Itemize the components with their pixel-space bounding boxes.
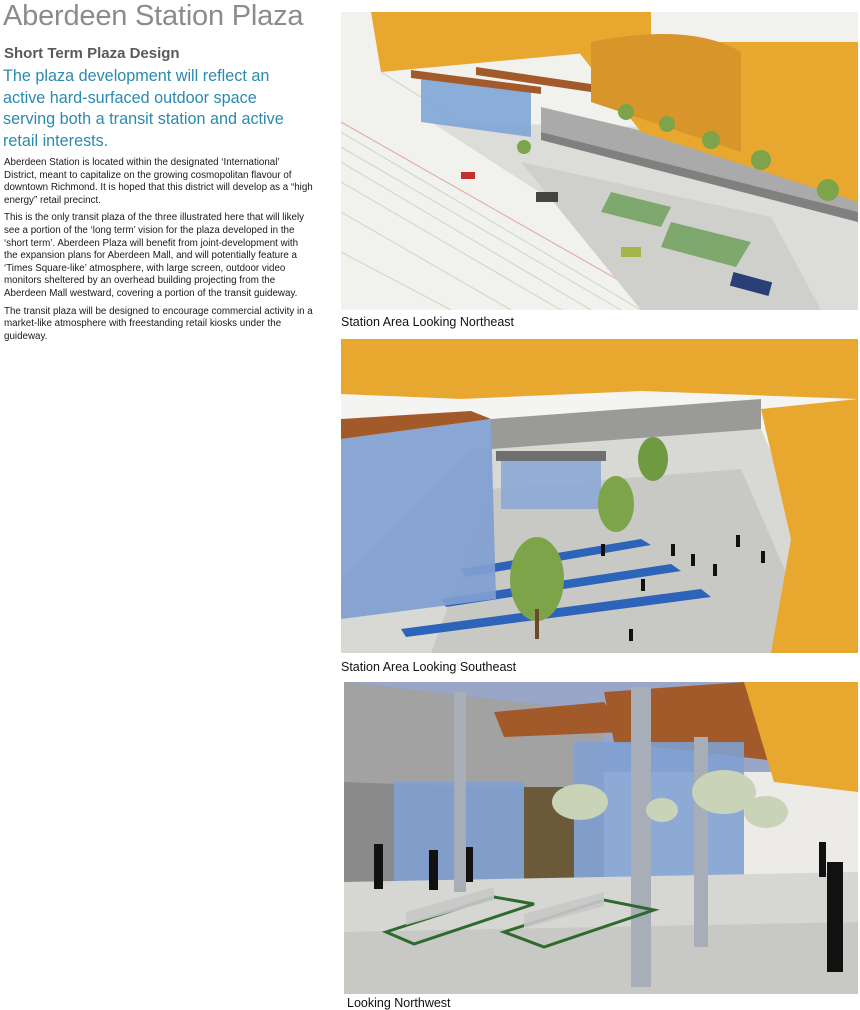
figure-northwest-caption: Looking Northwest (347, 996, 451, 1010)
figure-southeast-image (341, 339, 858, 653)
paragraph: The transit plaza will be designed to encourage commercial activity in a market-like atmosphere with freestanding retail kiosks under the guideway. (4, 305, 313, 342)
figure-southeast-caption: Station Area Looking Southeast (341, 660, 517, 674)
body-text (4, 157, 314, 348)
figure-northwest-image (344, 682, 858, 994)
paragraph: Aberdeen Station is located within the designated ‘International’ District, meant to capitalize on the growing cosmopolitan flavour of downtown Richmond. It is hoped that this district will develop as a “high energy” retail precinct. (4, 157, 313, 206)
page-title: Aberdeen Station Plaza (3, 0, 304, 32)
figure-northeast-image (341, 12, 858, 310)
paragraph: This is the only transit plaza of the three illustrated here that will likely see a portion of the ‘long term’ vision for the plaza developed in the ‘short term’. Aberdeen Plaza will benefit from joint-development with the expansion plans for Aberdeen Mall, and will potentially feature a ‘Times Square-like’ atmosphere, with large screen, outdoor video monitors sheltered by an overhead building projecting from the Aberdeen Mall westward, covering a portion of the transit guideway. (4, 212, 305, 299)
figure-northeast-caption: Station Area Looking Northeast (341, 315, 515, 329)
lead-paragraph: The plaza development will reflect an active hard-surfaced outdoor space serving both a transit station and active retail interests. (3, 67, 284, 150)
section-subtitle: Short Term Plaza Design (4, 45, 180, 62)
